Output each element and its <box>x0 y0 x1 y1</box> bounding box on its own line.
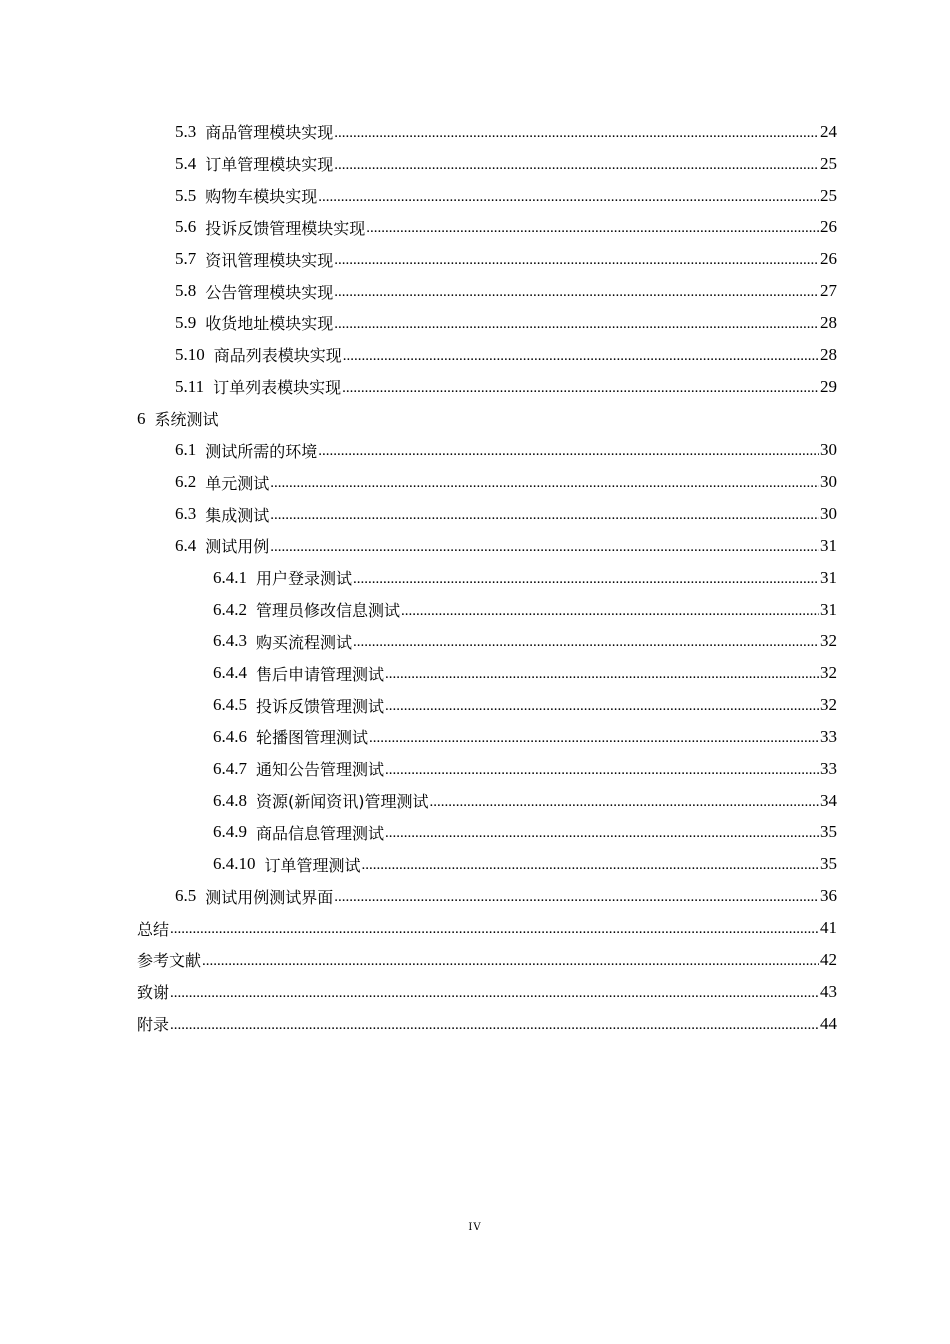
toc-entry-title: 附录 <box>137 1015 170 1035</box>
toc-entry-page: 32 <box>820 695 837 715</box>
toc-dot-leader <box>318 189 819 207</box>
toc-entry-number: 6.4.8 <box>213 790 247 810</box>
toc-entry-title: 商品管理模块实现 <box>205 123 334 143</box>
toc-entry-page: 42 <box>820 949 837 969</box>
toc-entry-title: 用户登录测试 <box>256 569 353 589</box>
toc-entry[interactable] <box>0 944 950 976</box>
toc-entry-page: 31 <box>820 535 837 555</box>
toc-dot-leader <box>342 380 819 398</box>
toc-entry-page: 29 <box>820 376 837 396</box>
toc-entry-title: 集成测试 <box>205 505 270 525</box>
toc-entry-page: 25 <box>820 153 837 173</box>
toc-entry-number: 5.10 <box>175 344 205 364</box>
toc-entry[interactable] <box>0 626 950 658</box>
toc-entry-page: 28 <box>820 312 837 332</box>
toc-entry-number: 6.3 <box>175 504 197 524</box>
toc-entry-number: 5.8 <box>175 281 197 301</box>
toc-entry-page: 33 <box>820 726 837 746</box>
toc-entry-number: 6.4.9 <box>213 822 247 842</box>
toc-entry[interactable] <box>0 530 950 562</box>
toc-entry[interactable] <box>0 116 950 148</box>
toc-entry-title: 致谢 <box>137 983 170 1003</box>
toc-entry-page: 24 <box>820 121 837 141</box>
toc-dot-leader <box>170 921 819 939</box>
toc-entry-number: 5.7 <box>175 249 197 269</box>
toc-entry-number: 5.9 <box>175 312 197 332</box>
toc-dot-leader <box>270 475 819 493</box>
toc-dot-leader <box>170 1017 819 1035</box>
toc-entry-title: 管理员修改信息测试 <box>256 601 401 621</box>
toc-dot-leader <box>334 252 819 270</box>
toc-dot-leader <box>270 507 819 525</box>
page-number: IV <box>468 1222 482 1233</box>
toc-entry-page: 44 <box>820 1013 837 1033</box>
toc-entry-page: 26 <box>820 217 837 237</box>
toc-entry-page: 28 <box>820 344 837 364</box>
toc-entry-title: 商品信息管理测试 <box>256 823 385 843</box>
toc-entry-number: 6.4.3 <box>213 631 247 651</box>
toc-dot-leader <box>270 539 819 557</box>
toc-entry[interactable] <box>0 1008 950 1040</box>
toc-entry-page: 31 <box>820 599 837 619</box>
toc-entry[interactable] <box>0 180 950 212</box>
toc-dot-leader <box>385 666 819 684</box>
toc-dot-leader <box>385 762 819 780</box>
toc-entry-number: 6.4 <box>175 535 197 555</box>
toc-entry[interactable] <box>0 689 950 721</box>
toc-entry-number: 6.4.4 <box>213 663 247 683</box>
toc-dot-leader <box>401 603 819 621</box>
toc-entry-number: 6.4.7 <box>213 758 247 778</box>
toc-dot-leader <box>353 634 819 652</box>
toc-entry[interactable] <box>0 212 950 244</box>
toc-entry[interactable] <box>0 657 950 689</box>
toc-dot-leader <box>202 953 819 971</box>
toc-entry[interactable] <box>0 817 950 849</box>
toc-entry-page: 34 <box>820 790 837 810</box>
toc-entry[interactable] <box>0 721 950 753</box>
toc-entry-page: 32 <box>820 631 837 651</box>
toc-entry-title: 公告管理模块实现 <box>205 282 334 302</box>
toc-dot-leader <box>362 857 819 875</box>
toc-entry-number: 6 <box>137 408 146 428</box>
toc-dot-leader <box>385 825 819 843</box>
toc-entry-page: 30 <box>820 440 837 460</box>
toc-entry-number: 6.4.10 <box>213 854 256 874</box>
toc-entry[interactable] <box>0 466 950 498</box>
toc-entry-page: 30 <box>820 472 837 492</box>
toc-entry-page: 32 <box>820 663 837 683</box>
toc-entry-page: 35 <box>820 822 837 842</box>
table-of-contents <box>0 116 950 1039</box>
toc-entry[interactable] <box>0 275 950 307</box>
toc-dot-leader <box>430 794 820 812</box>
toc-entry[interactable] <box>0 403 950 435</box>
toc-dot-leader <box>385 698 819 716</box>
toc-entry[interactable] <box>0 848 950 880</box>
toc-dot-leader <box>366 220 819 238</box>
toc-entry[interactable] <box>0 785 950 817</box>
toc-entry-title: 通知公告管理测试 <box>256 760 385 780</box>
toc-entry-number: 5.11 <box>175 376 205 396</box>
toc-dot-leader <box>353 571 819 589</box>
toc-dot-leader <box>334 316 819 334</box>
toc-entry-title: 投诉反馈管理测试 <box>256 696 385 716</box>
toc-entry-title: 系统测试 <box>154 410 219 430</box>
toc-entry-number: 6.4.2 <box>213 599 247 619</box>
toc-entry[interactable] <box>0 498 950 530</box>
toc-entry-number: 6.4.1 <box>213 567 247 587</box>
toc-entry-title: 测试用例 <box>205 537 270 557</box>
toc-entry-title: 购买流程测试 <box>256 632 353 652</box>
toc-entry[interactable] <box>0 434 950 466</box>
toc-entry-number: 6.4.6 <box>213 726 247 746</box>
toc-entry-page: 31 <box>820 567 837 587</box>
toc-entry-title: 购物车模块实现 <box>205 187 318 207</box>
toc-entry-page: 43 <box>820 981 837 1001</box>
toc-dot-leader <box>318 443 819 461</box>
toc-entry-number: 6.1 <box>175 440 197 460</box>
toc-entry-title: 订单管理测试 <box>264 855 361 875</box>
toc-entry[interactable] <box>0 371 950 403</box>
toc-entry-title: 轮播图管理测试 <box>256 728 369 748</box>
toc-entry-page: 36 <box>820 886 837 906</box>
toc-entry[interactable] <box>0 753 950 785</box>
toc-entry-page: 30 <box>820 504 837 524</box>
toc-entry-page: 27 <box>820 281 837 301</box>
toc-entry[interactable] <box>0 880 950 912</box>
toc-entry-title: 资源(新闻资讯)管理测试 <box>256 792 429 812</box>
toc-entry-title: 总结 <box>137 919 170 939</box>
toc-entry-title: 测试所需的环境 <box>205 441 318 461</box>
toc-entry-title: 测试用例测试界面 <box>205 887 334 907</box>
toc-entry[interactable] <box>0 562 950 594</box>
toc-entry-number: 6.2 <box>175 472 197 492</box>
toc-dot-leader <box>170 985 819 1003</box>
toc-entry[interactable] <box>0 148 950 180</box>
toc-entry-number: 6.5 <box>175 886 197 906</box>
toc-dot-leader <box>343 348 819 366</box>
toc-entry[interactable] <box>0 976 950 1008</box>
toc-entry-title: 售后申请管理测试 <box>256 664 385 684</box>
toc-entry-title: 订单列表模块实现 <box>213 378 342 398</box>
toc-entry[interactable] <box>0 307 950 339</box>
toc-entry-title: 资讯管理模块实现 <box>205 250 334 270</box>
toc-dot-leader <box>334 125 819 143</box>
toc-entry[interactable] <box>0 243 950 275</box>
toc-entry-title: 收货地址模块实现 <box>205 314 334 334</box>
toc-dot-leader <box>369 730 819 748</box>
toc-entry[interactable] <box>0 594 950 626</box>
toc-entry-page: 33 <box>820 758 837 778</box>
toc-entry-title: 投诉反馈管理模块实现 <box>205 218 366 238</box>
toc-dot-leader <box>334 889 819 907</box>
toc-entry-page: 41 <box>820 918 837 938</box>
toc-entry-title: 参考文献 <box>137 951 202 971</box>
toc-entry-number: 5.6 <box>175 217 197 237</box>
toc-entry-number: 6.4.5 <box>213 695 247 715</box>
toc-dot-leader <box>334 157 819 175</box>
toc-entry-page: 25 <box>820 185 837 205</box>
toc-entry[interactable] <box>0 339 950 371</box>
toc-entry-number: 5.3 <box>175 121 197 141</box>
toc-entry-title: 单元测试 <box>205 473 270 493</box>
toc-entry-page: 26 <box>820 249 837 269</box>
toc-entry[interactable] <box>0 912 950 944</box>
toc-entry-number: 5.4 <box>175 153 197 173</box>
toc-entry-title: 订单管理模块实现 <box>205 155 334 175</box>
toc-entry-number: 5.5 <box>175 185 197 205</box>
toc-entry-page: 35 <box>820 854 837 874</box>
toc-dot-leader <box>334 284 819 302</box>
toc-entry-title: 商品列表模块实现 <box>213 346 342 366</box>
